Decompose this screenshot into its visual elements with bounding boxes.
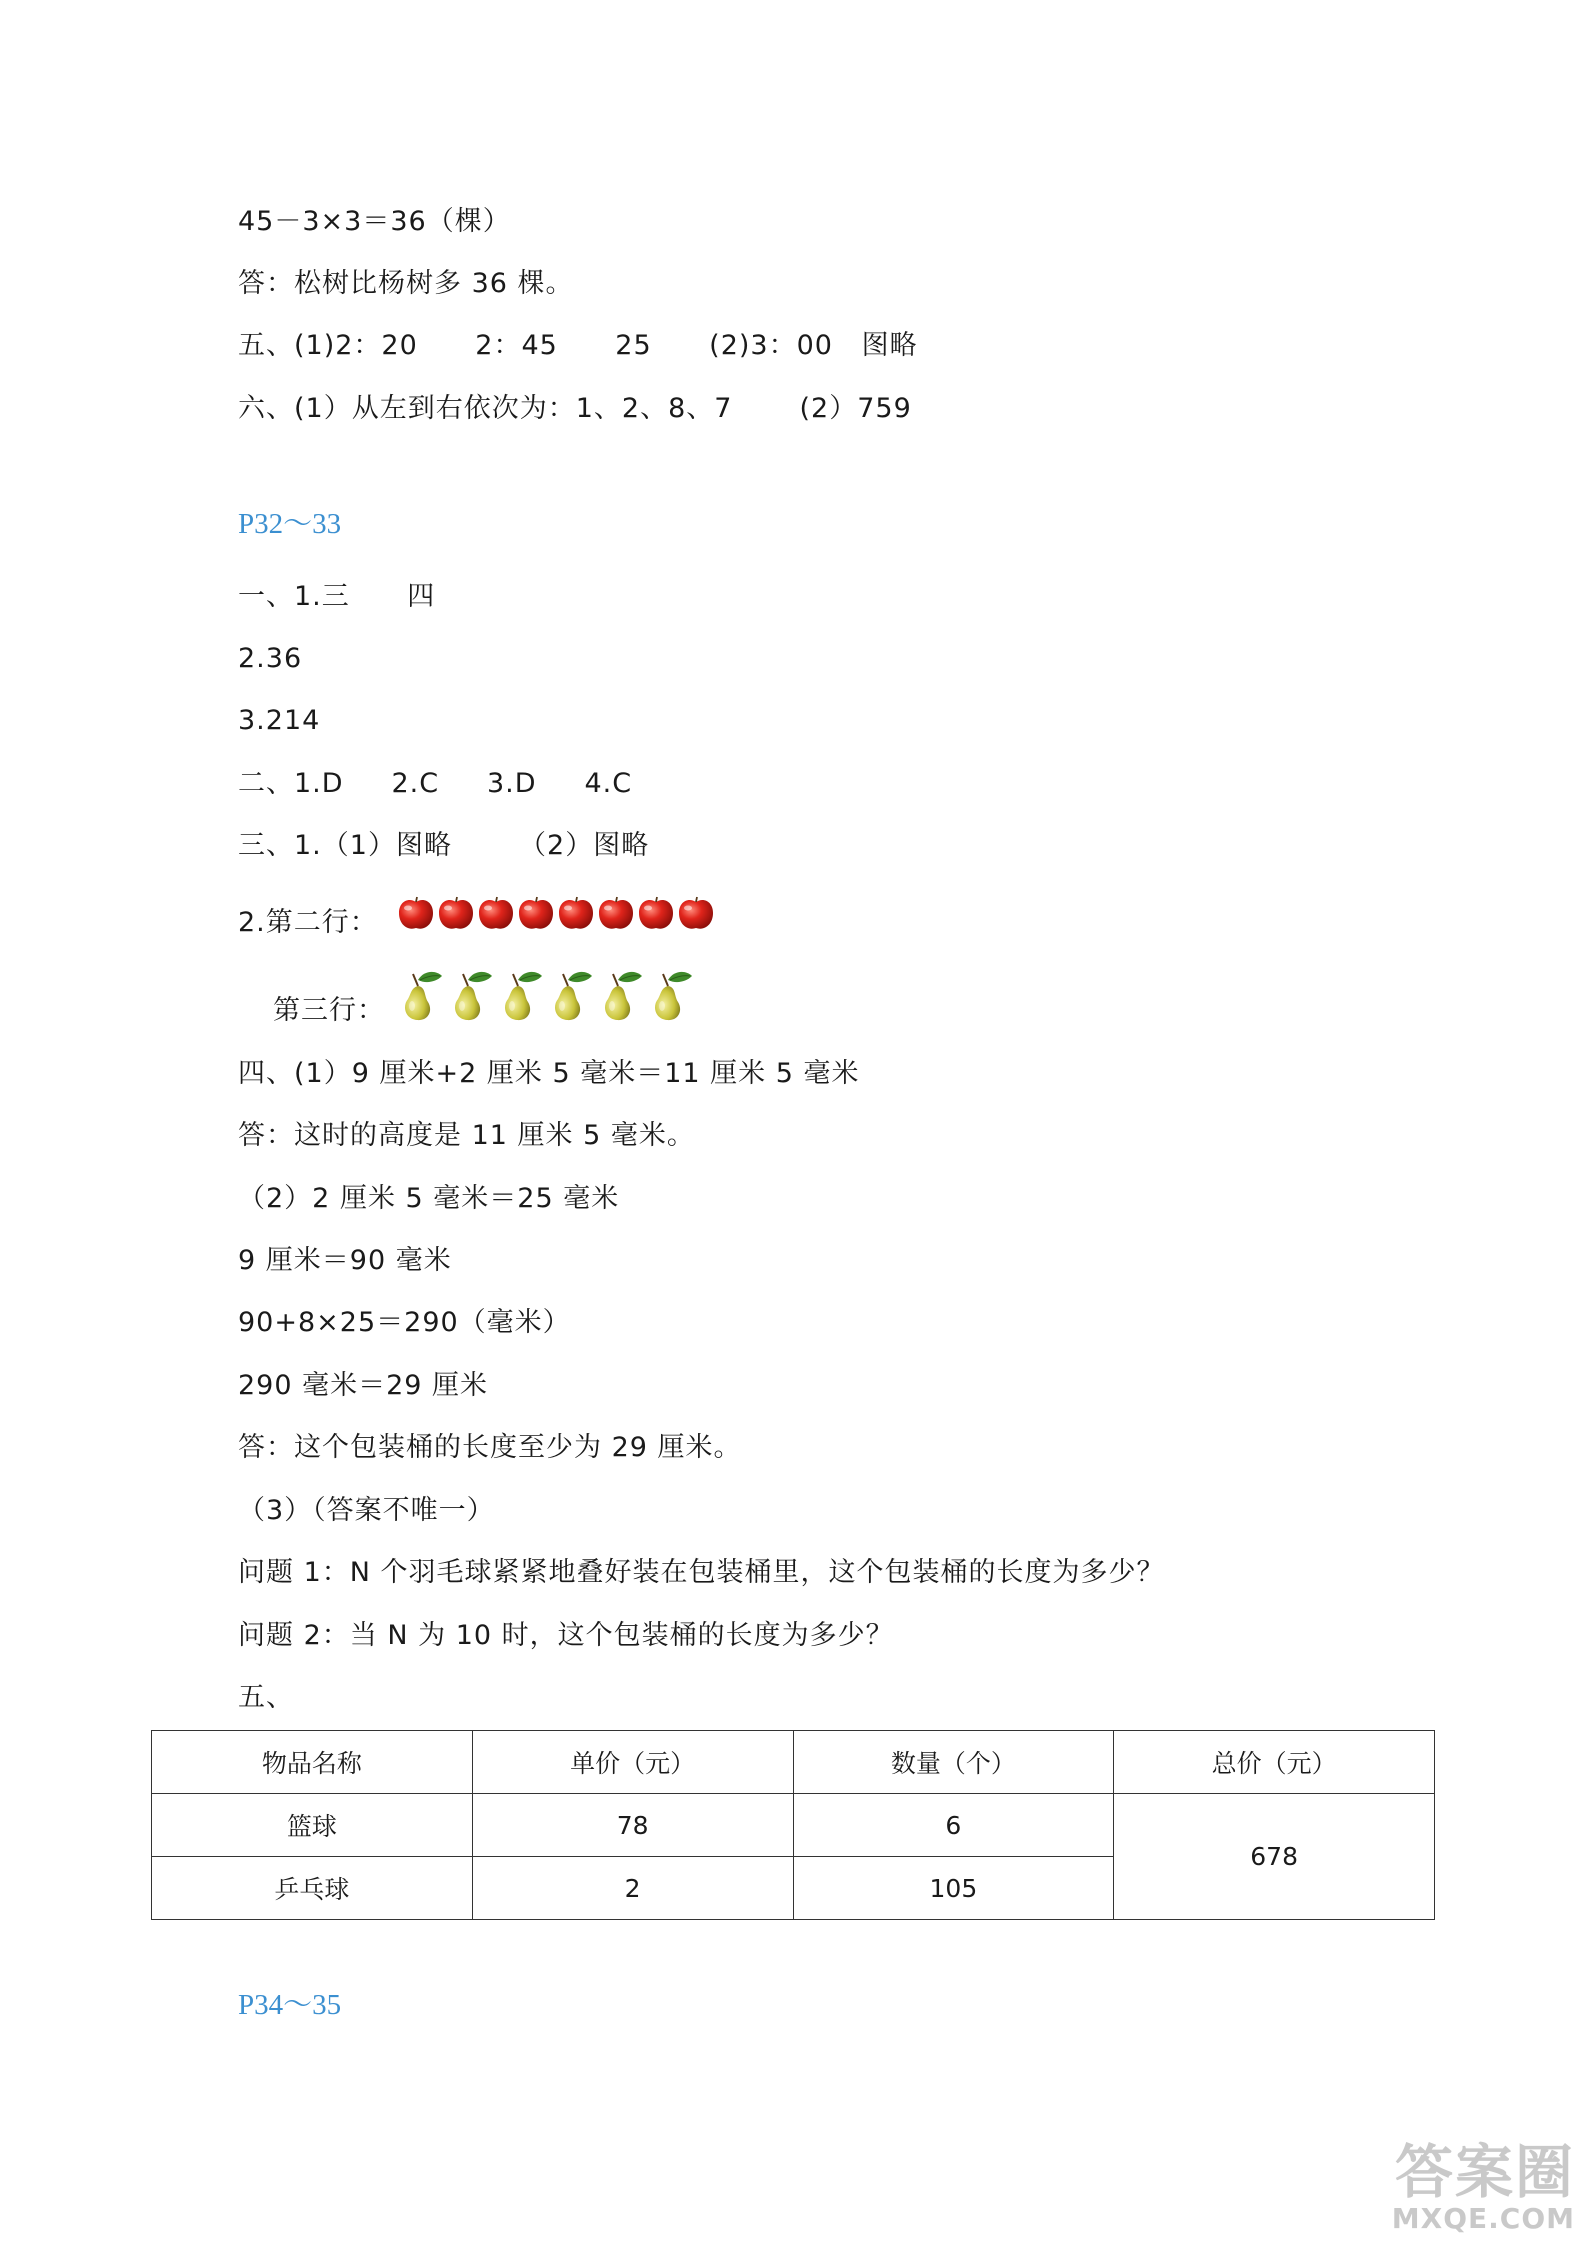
section-heading-p34-35: P34～35: [238, 1989, 342, 2021]
line-3: 五、(1)2：20 2：45 25 (2)3：00 图略: [238, 330, 918, 361]
pear-row: [396, 966, 696, 1022]
price-table: [151, 1730, 1435, 1920]
pear-icon: [546, 966, 596, 1022]
pear-icon: [446, 966, 496, 1022]
apple-icon: [516, 893, 556, 933]
line-21: 问题 2：当 N 为 10 时，这个包装桶的长度为多少？: [238, 1620, 894, 1651]
line-11-third-row-label: 第三行：: [273, 995, 385, 1026]
line-20: 问题 1：N 个羽毛球紧紧地叠好装在包装桶里，这个包装桶的长度为多少？: [238, 1557, 1165, 1588]
line-22: 五、: [238, 1682, 294, 1713]
apple-icon: [596, 893, 636, 933]
cell-name: 乒乓球: [152, 1857, 473, 1920]
apple-icon: [676, 893, 716, 933]
line-4: 六、(1）从左到右依次为：1、2、8、7 (2）759: [238, 393, 912, 424]
apple-icon: [556, 893, 596, 933]
header-total-price: 总价（元）: [1114, 1731, 1435, 1794]
line-17: 290 毫米＝29 厘米: [238, 1370, 489, 1401]
apple-icon: [396, 893, 436, 933]
cell-name: 篮球: [152, 1794, 473, 1857]
cell-total: 678: [1114, 1794, 1435, 1920]
line-10-second-row-label: 2.第二行：: [238, 907, 378, 938]
apple-icon: [436, 893, 476, 933]
line-12: 四、(1）9 厘米+2 厘米 5 毫米＝11 厘米 5 毫米: [238, 1058, 860, 1089]
line-18: 答：这个包装桶的长度至少为 29 厘米。: [238, 1432, 742, 1463]
header-unit-price: 单价（元）: [472, 1731, 793, 1794]
section-heading-p32-33: P32～33: [238, 508, 342, 540]
line-2: 答：松树比杨树多 36 棵。: [238, 268, 574, 299]
line-8: 二、1.D 2.C 3.D 4.C: [238, 768, 633, 799]
pear-icon: [646, 966, 696, 1022]
line-5: 一、1.三 四: [238, 581, 436, 612]
watermark-logo: [1391, 2138, 1575, 2235]
line-16: 90+8×25＝290（毫米）: [238, 1307, 571, 1338]
line-19: （3）（答案不唯一）: [238, 1495, 495, 1526]
cell-price: 78: [472, 1794, 793, 1857]
pear-icon: [596, 966, 646, 1022]
table-row: [152, 1794, 1435, 1857]
line-15: 9 厘米＝90 毫米: [238, 1245, 452, 1276]
cell-qty: 105: [793, 1857, 1114, 1920]
watermark-text: 答案圈: [1394, 2138, 1575, 2206]
line-1: 45－3×3＝36（棵）: [238, 206, 511, 237]
pear-icon: [496, 966, 546, 1022]
header-quantity: 数量（个）: [793, 1731, 1114, 1794]
line-9: 三、1.（1）图略 （2）图略: [238, 830, 650, 861]
cell-qty: 6: [793, 1794, 1114, 1857]
pear-icon: [396, 966, 446, 1022]
line-7: 3.214: [238, 705, 321, 736]
watermark-url: MXQE.COM: [1391, 2202, 1575, 2235]
header-item-name: 物品名称: [152, 1731, 473, 1794]
table-header-row: [152, 1731, 1435, 1794]
line-14: （2）2 厘米 5 毫米＝25 毫米: [238, 1183, 620, 1214]
line-6: 2.36: [238, 643, 303, 674]
apple-icon: [476, 893, 516, 933]
apple-row: [396, 893, 716, 933]
line-13: 答：这时的高度是 11 厘米 5 毫米。: [238, 1120, 695, 1151]
cell-price: 2: [472, 1857, 793, 1920]
apple-icon: [636, 893, 676, 933]
